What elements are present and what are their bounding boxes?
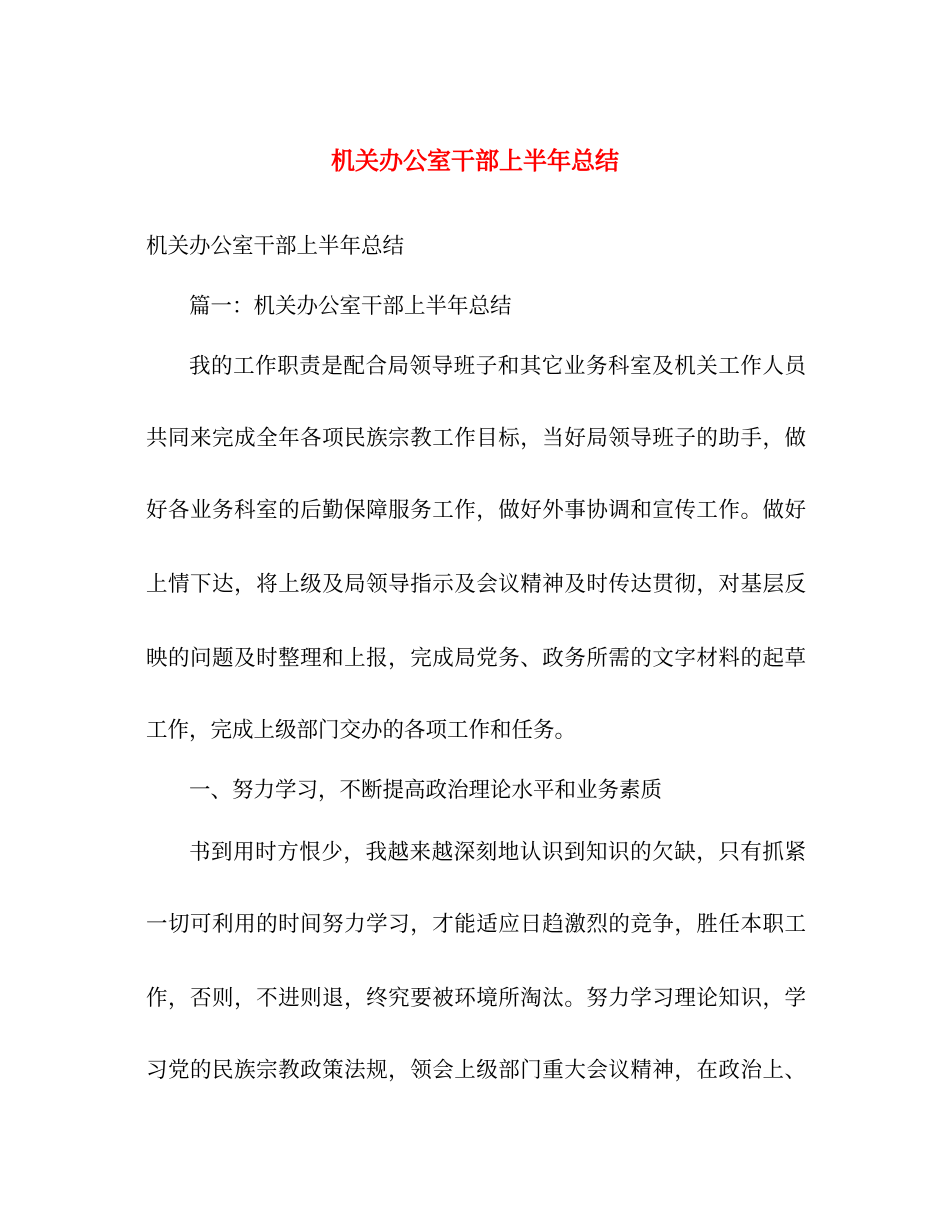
paragraph-line: 一切可利用的时间努力学习，才能适应日趋激烈的竞争，胜任本职工 <box>146 912 806 937</box>
section-heading-line: 篇一：机关办公室干部上半年总结 <box>189 294 512 319</box>
paragraph-line: 共同来完成全年各项民族宗教工作目标，当好局领导班子的助手，做 <box>146 426 806 451</box>
subtitle-line: 机关办公室干部上半年总结 <box>146 234 405 259</box>
paragraph-line: 工作，完成上级部门交办的各项工作和任务。 <box>146 718 577 743</box>
paragraph-line: 我的工作职责是配合局领导班子和其它业务科室及机关工作人员 <box>189 354 806 379</box>
paragraph-line: 映的问题及时整理和上报，完成局党务、政务所需的文字材料的起草 <box>146 646 806 671</box>
paragraph-line: 作，否则，不进则退，终究要被环境所淘汰。努力学习理论知识，学 <box>146 986 806 1011</box>
document-title: 机关办公室干部上半年总结 <box>331 146 619 175</box>
paragraph-line: 好各业务科室的后勤保障服务工作，做好外事协调和宣传工作。做好 <box>146 498 806 523</box>
paragraph-line: 书到用时方恨少，我越来越深刻地认识到知识的欠缺，只有抓紧 <box>189 840 806 865</box>
paragraph-line: 习党的民族宗教政策法规，领会上级部门重大会议精神，在政治上、 <box>146 1058 806 1083</box>
paragraph-line: 上情下达，将上级及局领导指示及会议精神及时传达贯彻，对基层反 <box>146 572 806 597</box>
section-heading-line: 一、努力学习，不断提高政治理论水平和业务素质 <box>189 778 663 803</box>
